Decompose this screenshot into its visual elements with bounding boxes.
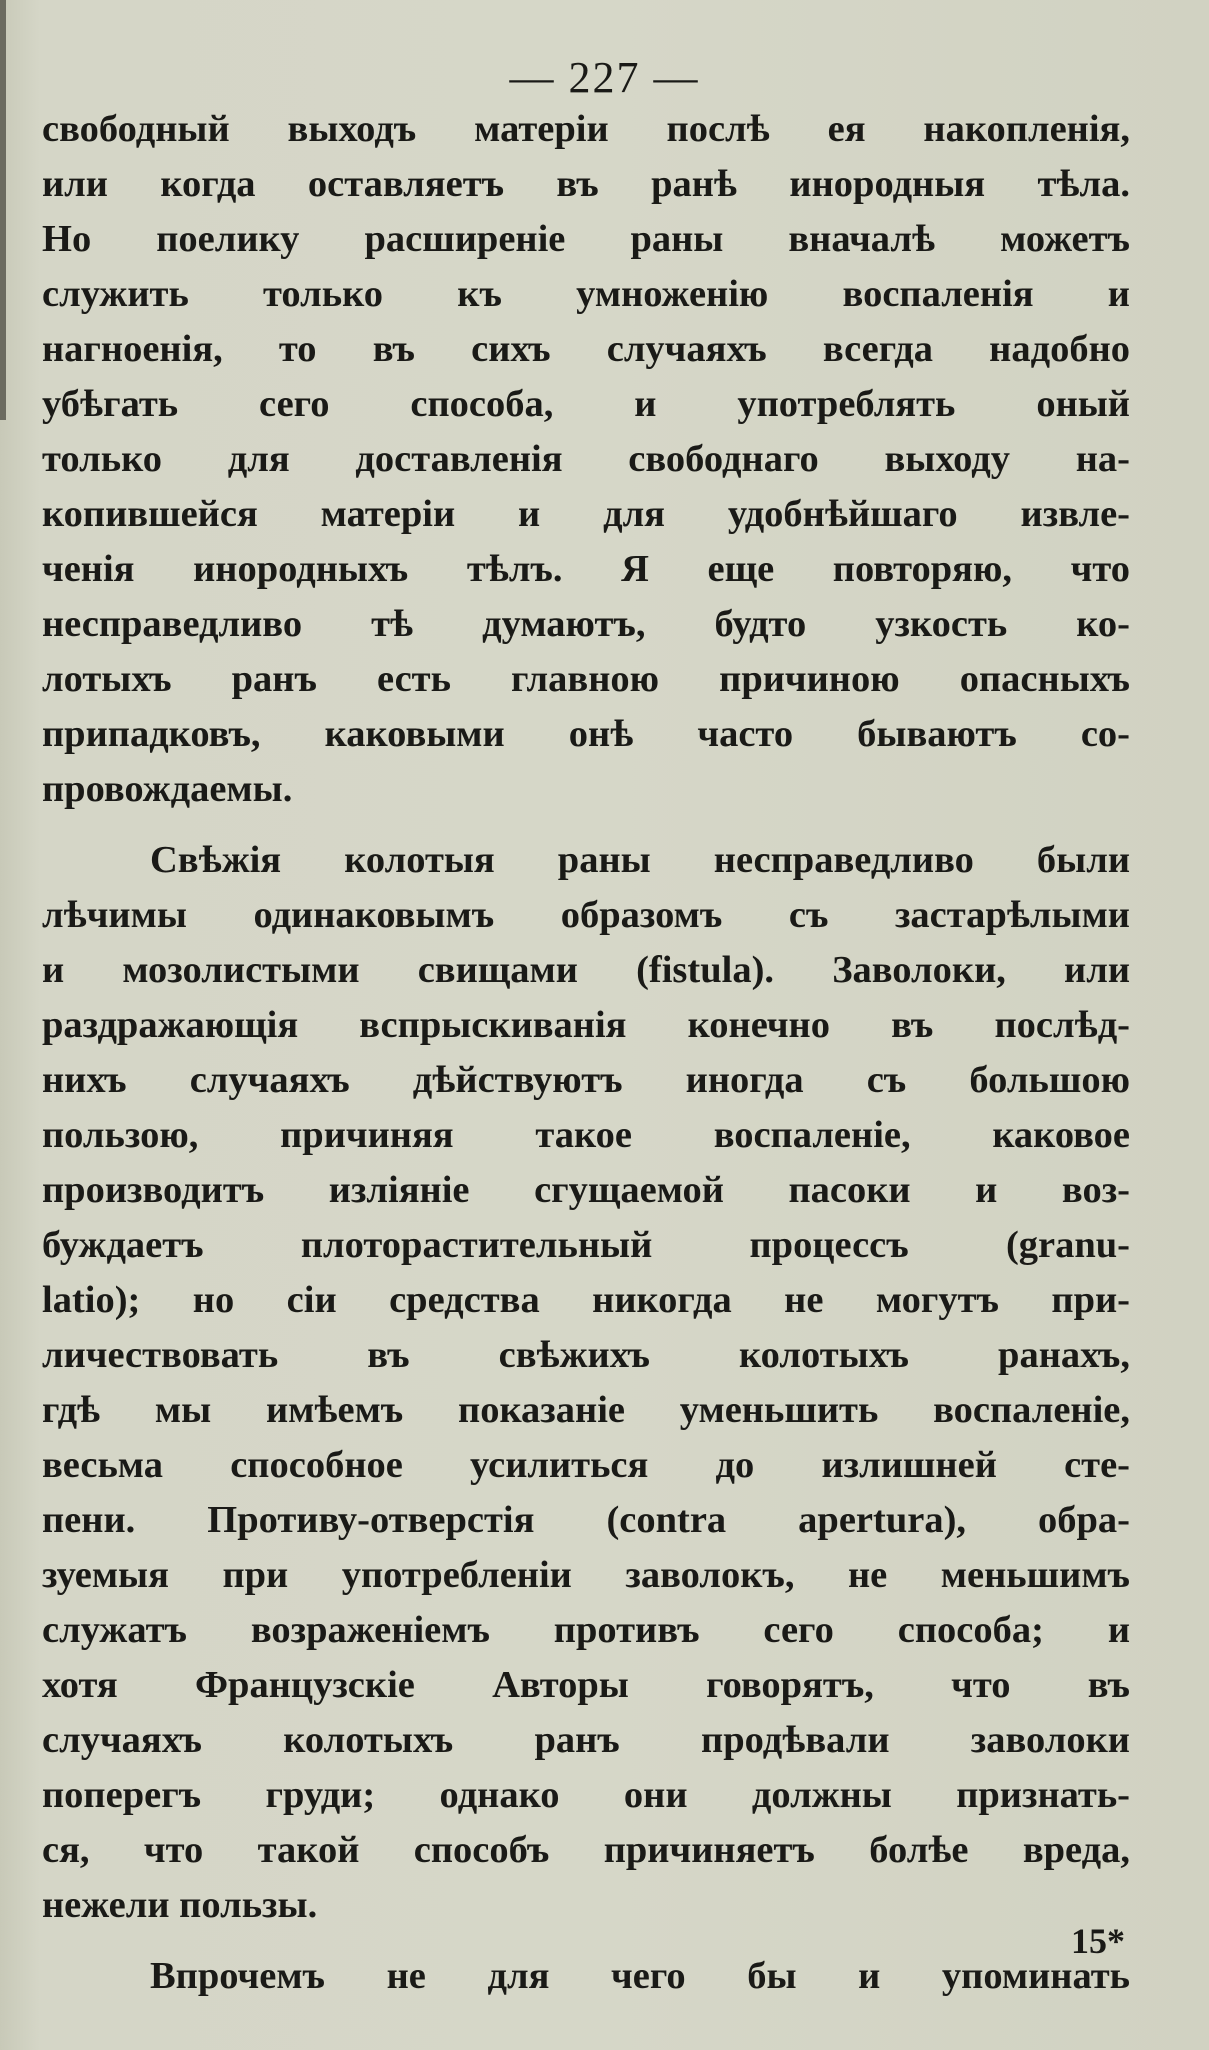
text-line: буждаетъ плоторастительный процессъ (granu-	[42, 1224, 1130, 1266]
page-number-header: — 227 —	[509, 53, 700, 102]
text-line: провождаемы.	[42, 768, 293, 810]
text-line: Но поелику расширеніе раны вначалѣ можетъ	[42, 218, 1130, 260]
paragraph-2	[42, 833, 1130, 1933]
text-line: убѣгать сего способа, и употреблять оный	[42, 383, 1130, 425]
text-line: Свѣжія колотыя раны несправедливо были	[150, 839, 1130, 881]
text-line: гдѣ мы имѣемъ показаніе уменьшить воспаленіе,	[42, 1389, 1130, 1431]
text-line: случаяхъ колотыхъ ранъ продѣвали заволоки	[42, 1719, 1130, 1761]
text-line: хотя Французскіе Авторы говорятъ, что въ	[42, 1664, 1130, 1706]
text-line: или когда оставляетъ въ ранѣ инородныя тѣла.	[42, 163, 1130, 205]
text-line: несправедливо тѣ думаютъ, будто узкость ко-	[42, 603, 1130, 645]
text-line: нагноенія, то въ сихъ случаяхъ всегда надобно	[42, 328, 1130, 370]
text-line: весьма способное усилиться до излишней сте-	[42, 1444, 1130, 1486]
text-line: припадковъ, каковыми онѣ часто бываютъ со-	[42, 713, 1130, 755]
printer-signature-mark: 15*	[1071, 1921, 1125, 1961]
text-line: нежели пользы.	[42, 1884, 318, 1926]
paragraph-1	[42, 102, 1130, 817]
text-line: Впрочемъ не для чего бы и упоминать	[150, 1955, 1130, 1997]
text-line: служить только къ умноженію воспаленія и	[42, 273, 1130, 315]
text-line: раздражающія вспрыскиванія конечно въ послѣд-	[42, 1004, 1130, 1046]
text-line: latio); но сіи средства никогда не могутъ при-	[42, 1279, 1130, 1321]
text-line: и мозолистыми свищами (fistula). Заволоки, или	[42, 949, 1130, 991]
text-line: нихъ случаяхъ дѣйствуютъ иногда съ большою	[42, 1059, 1130, 1101]
text-line: лотыхъ ранъ есть главною причиною опасныхъ	[42, 658, 1130, 700]
text-line: лѣчимы одинаковымъ образомъ съ застарѣлыми	[42, 894, 1130, 936]
text-line: поперегъ груди; однако они должны признать-	[42, 1774, 1130, 1816]
text-line: свободный выходъ матеріи послѣ ея накопленія,	[42, 108, 1130, 150]
body-text	[42, 102, 1130, 2004]
text-line: служатъ возраженіемъ противъ сего способа; и	[42, 1609, 1130, 1651]
text-line: пени. Противу-отверстія (contra apertura), обра-	[42, 1499, 1130, 1541]
text-line: ся, что такой способъ причиняетъ болѣе вреда,	[42, 1829, 1130, 1871]
text-line: только для доставленія свободнаго выходу на-	[42, 438, 1130, 480]
text-line: ченія инородныхъ тѣлъ. Я еще повторяю, что	[42, 548, 1130, 590]
text-line: пользою, причиняя такое воспаленіе, каковое	[42, 1114, 1130, 1156]
text-line: личествовать въ свѣжихъ колотыхъ ранахъ,	[42, 1334, 1130, 1376]
text-line: зуемыя при употребленіи заволокъ, не меньшимъ	[42, 1554, 1130, 1596]
text-line: копившейся матеріи и для удобнѣйшаго извле-	[42, 493, 1130, 535]
text-line: производитъ изліяніе сгущаемой пасоки и воз-	[42, 1169, 1130, 1211]
paragraph-3	[42, 1949, 1130, 2004]
